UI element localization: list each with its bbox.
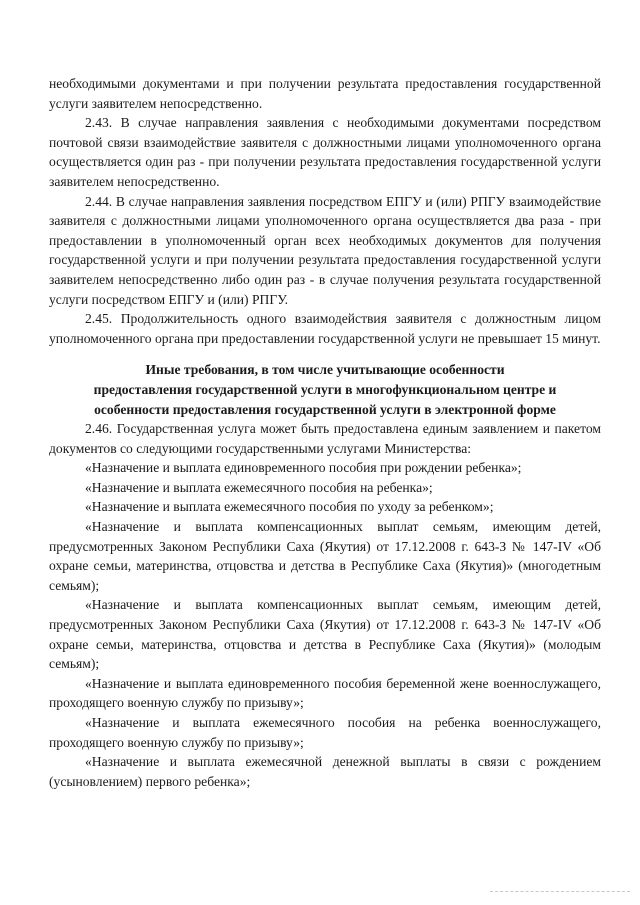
list-item-service-7: «Назначение и выплата ежемесячного пособия на ребенка военнослужащего, проходящего военную службу по призыву»; xyxy=(49,715,601,750)
section-heading-line-1: Иные требования, в том числе учитывающие особенности xyxy=(145,362,505,378)
section-heading-line-2: предоставления государственной услуги в многофункциональном центре и xyxy=(93,381,557,397)
paragraph-2-43: 2.43. В случае направления заявления с необходимыми документами посредством почтовой связи взаимодействие заявителя с должностными лицами уполномоченного органа осуществляется один раз - при получении результата предоставления государственной услуги заявителем непосредственно. xyxy=(49,115,601,189)
list-item-service-6: «Назначение и выплата единовременного пособия беременной жене военнослужащего, проходящего военную службу по призыву»; xyxy=(49,675,601,711)
scan-artifact-line xyxy=(490,891,630,893)
paragraph-2-45: 2.45. Продолжительность одного взаимодействия заявителя с должностным лицом уполномоченного органа при предоставлении государственной услуги не превышает 15 минут. xyxy=(49,311,601,346)
list-item-service-4: «Назначение и выплата компенсационных выплат семьям, имеющим детей, предусмотренных Законом Республики Саха (Якутия) от 17.12.2008 г. 643-З № 147-IV «Об охране семьи, материнства, отцовства и детства в Республике Саха (Якутия)» (многодетным семьям); xyxy=(49,519,601,593)
list-item-service-1: «Назначение и выплата единовременного пособия при рождении ребенка»; xyxy=(85,460,522,476)
section-heading-line-3: особенности предоставления государственной услуги в электронной форме xyxy=(94,401,556,417)
document-page xyxy=(49,74,601,791)
paragraph-2-46: 2.46. Государственная услуга может быть предоставлена единым заявлением и пакетом документов со следующими государственными услугами Министерства: xyxy=(49,421,601,456)
list-item-service-2: «Назначение и выплата ежемесячного пособия на ребенка»; xyxy=(85,479,433,495)
list-item-service-3: «Назначение и выплата ежемесячного пособия по уходу за ребенком»; xyxy=(85,499,494,515)
list-item-service-8: «Назначение и выплата ежемесячной денежной выплаты в связи с рождением (усыновлением) первого ребенка»; xyxy=(49,754,601,789)
list-item-service-5: «Назначение и выплата компенсационных выплат семьям, имеющим детей, предусмотренных Законом Республики Саха (Якутия) от 17.12.2008 г. 643-З № 147-IV «Об охране семьи, материнства, отцовства и детства в Республике Саха (Якутия)» (молодым семьям); xyxy=(49,597,601,672)
paragraph-continuation: необходимыми документами и при получении результата предоставления государственной услуги заявителем непосредственно. xyxy=(49,76,601,111)
paragraph-2-44: 2.44. В случае направления заявления посредством ЕПГУ и (или) РПГУ взаимодействие заявителя с должностными лицами уполномоченного органа осуществляется два раза - при предоставлении в уполномоченный орган всех необходимых документов для получения государственной услуги и при получении результата предоставления государственной услуги заявителем непосредственно либо один раз - в случае получения результата государственной услуги посредством ЕПГУ и (или) РПГУ. xyxy=(49,193,601,307)
